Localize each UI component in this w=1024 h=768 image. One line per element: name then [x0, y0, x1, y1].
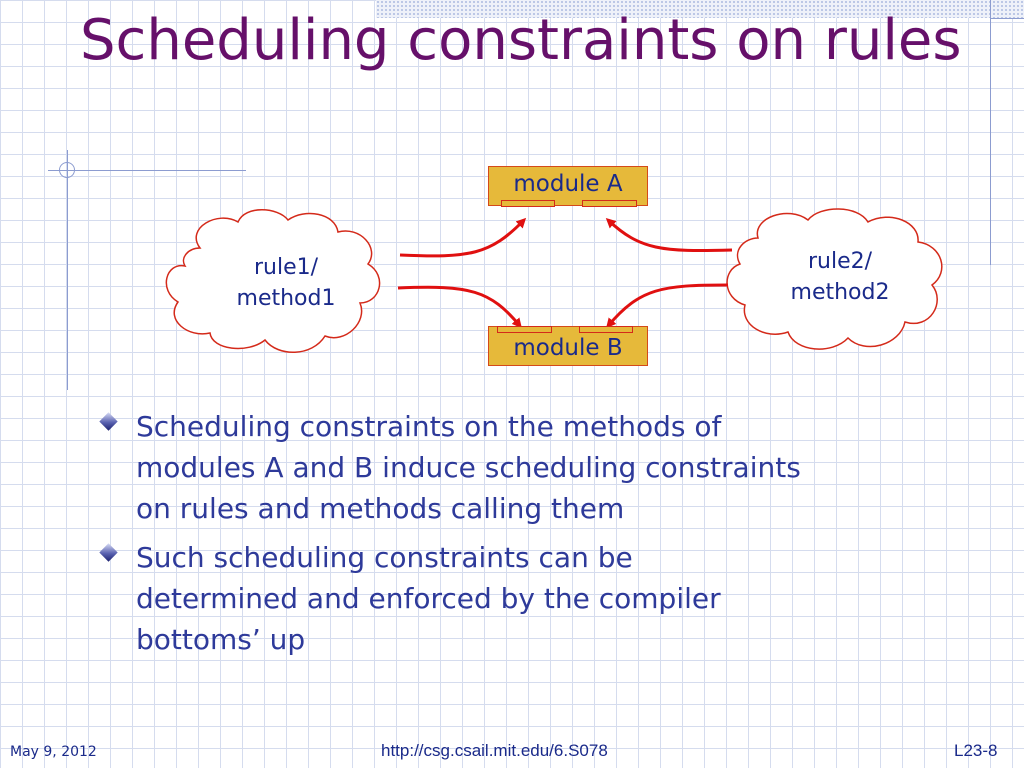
bullet-item [98, 406, 978, 529]
module-a-port-2 [582, 200, 637, 207]
footer-page-number: L23-8 [954, 741, 998, 760]
bullet-text: Scheduling constraints on the methods of modules A and B induce scheduling constraints on rules and methods calling them [136, 410, 801, 525]
rule1-label [212, 252, 360, 314]
rule2-label-line2: method2 [790, 280, 890, 305]
page-title: Scheduling constraints on rules [80, 8, 962, 73]
bullet-item [98, 537, 978, 660]
footer-url: http://csg.csail.mit.edu/6.S078 [381, 741, 608, 760]
arrow-rule1-to-module-a [400, 220, 524, 256]
module-a-port-1 [501, 200, 555, 207]
arrow-rule1-to-module-b [398, 287, 520, 326]
module-b-port-1 [497, 326, 552, 333]
diamond-bullet-icon [99, 543, 117, 561]
footer-date: May 9, 2012 [10, 744, 97, 760]
rule2-label [766, 246, 914, 308]
arrow-rule2-to-module-b [608, 285, 728, 326]
module-b-port-2 [579, 326, 633, 333]
bullet-text: Such scheduling constraints can be determined and enforced by the compiler bottoms’ up [136, 541, 721, 656]
module-b-label: module B [513, 335, 623, 361]
diamond-bullet-icon [99, 412, 117, 430]
arrow-rule2-to-module-a [608, 220, 732, 251]
module-a-label: module A [513, 171, 623, 197]
rule1-label-line1: rule1/ [253, 255, 319, 280]
bullet-list [98, 406, 978, 668]
rule2-label-line1: rule2/ [807, 249, 873, 274]
rule1-label-line2: method1 [236, 286, 336, 311]
